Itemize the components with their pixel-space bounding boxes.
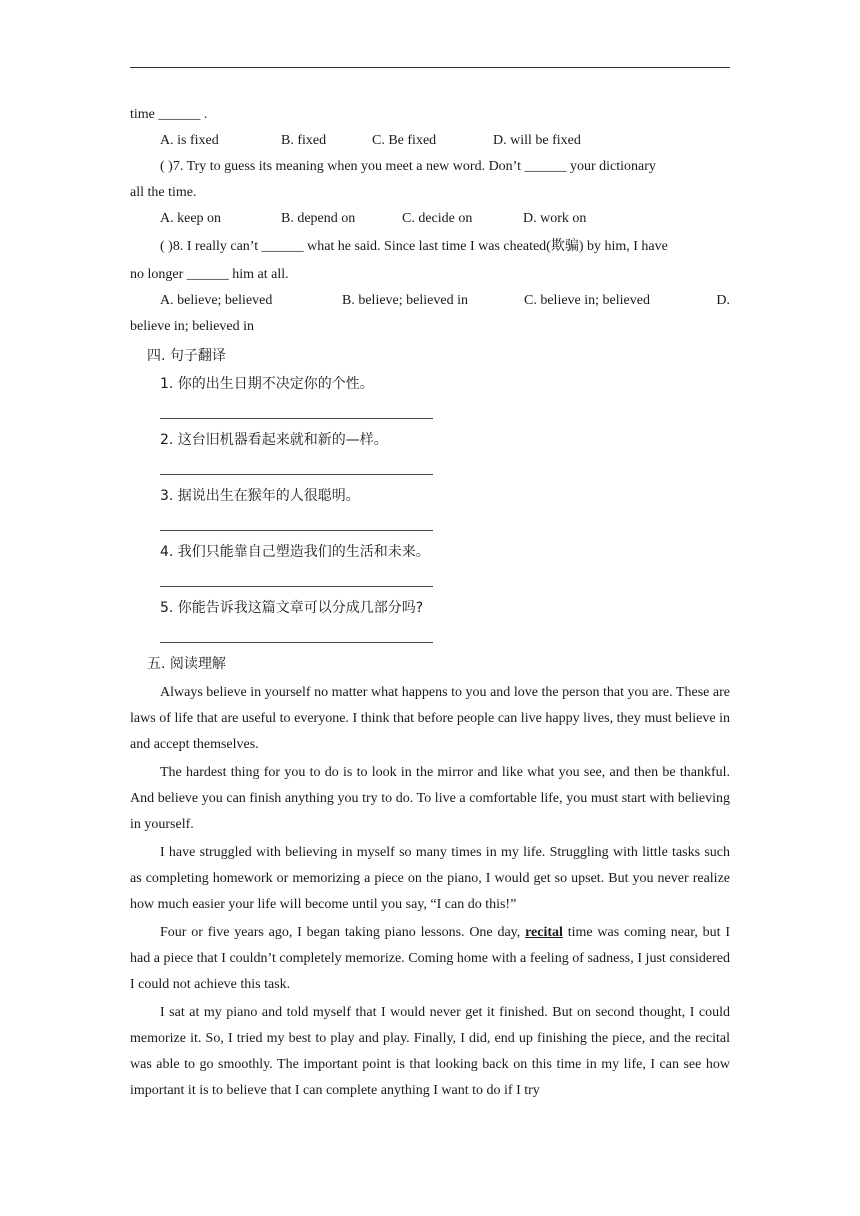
answer-line-2[interactable] bbox=[160, 454, 433, 475]
reading-paragraph-5: I sat at my piano and told myself that I would never get it finished. But on second thought, I could memorize it. So, I tried my best to play and play. Finally, I did, end up finishing the piece, and the recital was able to go smoothly. The important point is that looking back on this time in my life, I can see how important it is to believe that I can complete anything I want to do if I try bbox=[130, 1005, 730, 1098]
section4-title: 四. 句子翻译 bbox=[147, 348, 226, 364]
header-rule bbox=[130, 67, 730, 68]
q6-options bbox=[130, 128, 730, 154]
keyword-recital: recital bbox=[525, 925, 563, 940]
translation-item-3: 3. 据说出生在猴年的人很聪明。 bbox=[160, 488, 360, 504]
q6-tail: time ______ . bbox=[130, 107, 208, 122]
translation-item-5: 5. 你能告诉我这篇文章可以分成几部分吗? bbox=[160, 600, 424, 616]
reading-paragraph-2: The hardest thing for you to do is to look in the mirror and like what you see, and then be thankful. And believe you can finish anything you try to do. To live a comfortable life, you must start with believing in yourself. bbox=[130, 765, 730, 832]
q7-option-b: B. depend on bbox=[281, 211, 356, 226]
q8-option-a: A. believe; believed bbox=[160, 293, 273, 308]
q6-option-b: B. fixed bbox=[281, 133, 327, 148]
translation-item-4: 4. 我们只能靠自己塑造我们的生活和未来。 bbox=[160, 544, 430, 560]
q8-stem-line1: ( )8. I really can’t ______ what he said. Since last time I was cheated(欺骗) by him, I have bbox=[160, 239, 668, 254]
q6-option-d: D. will be fixed bbox=[493, 133, 581, 148]
answer-line-3[interactable] bbox=[160, 510, 433, 531]
q8-options bbox=[130, 288, 730, 314]
answer-line-4[interactable] bbox=[160, 566, 433, 587]
q7-option-a: A. keep on bbox=[160, 211, 222, 226]
q8-option-d-rest: believe in; believed in bbox=[130, 319, 255, 334]
q8-stem-line2: no longer ______ him at all. bbox=[130, 267, 289, 282]
answer-line-1[interactable] bbox=[160, 398, 433, 419]
q7-option-c: C. decide on bbox=[402, 211, 473, 226]
q8-option-b: B. believe; believed in bbox=[342, 293, 468, 308]
q7-stem-line1: ( )7. Try to guess its meaning when you meet a new word. Don’t ______ your dictionary bbox=[160, 159, 656, 174]
translation-item-2: 2. 这台旧机器看起来就和新的—样。 bbox=[160, 432, 388, 448]
answer-line-5[interactable] bbox=[160, 622, 433, 643]
reading-paragraph-1: Always believe in yourself no matter what happens to you and love the person that you are. These are laws of life that are useful to everyone. I think that before people can live happy lives, they must believe in and accept themselves. bbox=[130, 685, 730, 752]
q7-stem-line2: all the time. bbox=[130, 185, 197, 200]
reading-paragraph-4 bbox=[130, 920, 730, 998]
p4-before: Four or five years ago, I began taking piano lessons. One day, bbox=[160, 925, 526, 940]
reading-paragraph-3: I have struggled with believing in myself so many times in my life. Struggling with little tasks such as completing homework or memorizing a piece on the piano, I would get so upset. But you never realize how much easier your life will become until you say, “I can do this!” bbox=[130, 845, 730, 912]
q8-option-c: C. believe in; believed bbox=[524, 293, 650, 308]
q6-option-a: A. is fixed bbox=[160, 133, 219, 148]
q7-options bbox=[130, 206, 730, 232]
q7-option-d: D. work on bbox=[523, 211, 587, 226]
p4-after: time was coming near, but I had a piece that I couldn’t completely memorize. Coming home with a feeling of sadness, I just considered I could not achieve this task. bbox=[130, 925, 730, 992]
document-page bbox=[130, 102, 730, 1104]
section5-title: 五. 阅读理解 bbox=[147, 656, 226, 672]
q6-option-c: C. Be fixed bbox=[372, 133, 437, 148]
q8-option-d: D. bbox=[716, 293, 730, 308]
translation-item-1: 1. 你的出生日期不决定你的个性。 bbox=[160, 376, 374, 392]
